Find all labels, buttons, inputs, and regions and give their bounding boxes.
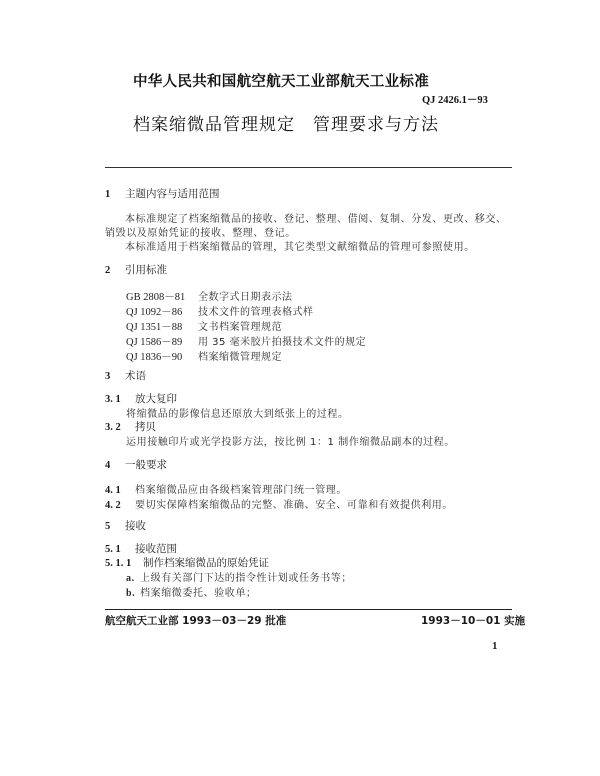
standard-code: QJ 2426.1－93	[422, 95, 488, 106]
section-number: 1	[105, 189, 111, 200]
subsection-number: 4. 1	[105, 485, 121, 496]
section-3-heading	[105, 368, 146, 383]
subsection-number: 3. 2	[105, 422, 121, 433]
list-item	[126, 584, 257, 599]
reference-code: GB 2808－81	[126, 292, 186, 303]
section-1-heading	[105, 186, 220, 201]
footer-divider	[105, 609, 512, 610]
section-2-heading	[105, 262, 167, 277]
page-number: 1	[492, 640, 498, 652]
section-title: 一般要求	[125, 459, 167, 471]
reference-item	[126, 345, 282, 364]
document-title	[133, 110, 439, 135]
section-title: 主题内容与适用范围	[125, 188, 220, 200]
reference-title: 全数字式日期表示法	[198, 292, 293, 303]
list-item	[126, 569, 352, 584]
subsection-5-1-heading	[105, 541, 177, 556]
section-5-heading	[105, 518, 146, 533]
subsection-number: 3. 1	[105, 394, 121, 405]
list-item-text: 上级有关部门下达的指令性计划或任务书等；	[140, 573, 352, 584]
reference-title: 档案缩微管理规定	[198, 352, 282, 363]
title-sub: 管理要求与方法	[313, 115, 439, 135]
section-title: 术语	[125, 370, 146, 382]
subsection-4-2	[105, 496, 453, 511]
section-number: 2	[105, 265, 111, 276]
implementation-date: 1993－10－01 实施	[421, 615, 526, 627]
subsection-text: 档案缩微品应由各级档案管理部门统一管理。	[135, 485, 347, 496]
subsection-3-1-text: 将缩微品的影像信息还原放大到纸张上的过程。	[126, 409, 349, 420]
reference-code: QJ 1836－90	[126, 352, 183, 363]
subsection-5-1-1-heading	[105, 555, 269, 570]
list-item-label: b.	[126, 588, 136, 599]
issuing-organization: 中华人民共和国航空航天工业部航天工业标准	[133, 74, 429, 90]
subsection-title: 放大复印	[135, 393, 177, 405]
subsection-number: 5. 1	[105, 544, 121, 555]
reference-title: 技术文件的管理表格式样	[198, 307, 314, 318]
reference-code: QJ 1092－86	[126, 307, 183, 318]
reference-code: QJ 1586－89	[126, 337, 183, 348]
subsection-number: 4. 2	[105, 500, 121, 511]
reference-code: QJ 1351－88	[126, 322, 183, 333]
section-number: 3	[105, 371, 111, 382]
section-number: 5	[105, 521, 111, 532]
reference-title: 文书档案管理规范	[198, 322, 282, 333]
subsection-title: 接收范围	[135, 543, 177, 555]
approval-date: 航空航天工业部 1993－03－29 批准	[105, 615, 287, 627]
reference-title: 用 35 毫米胶片拍摄技术文件的规定	[198, 337, 367, 348]
section-1-paragraph-1-line-2: 销毁以及原始凭证的接收、整理、登记。	[105, 228, 296, 239]
section-4-heading	[105, 457, 167, 472]
section-number: 4	[105, 460, 111, 471]
subsection-3-2-text: 运用接触印片或光学投影方法，按比例 1：1 制作缩微品副本的过程。	[126, 437, 455, 448]
subsection-title: 制作档案缩微品的原始凭证	[143, 557, 269, 569]
section-title: 引用标准	[125, 264, 167, 276]
subsection-4-1	[105, 481, 347, 496]
title-main: 档案缩微品管理规定	[133, 115, 295, 135]
subsection-title: 拷贝	[135, 421, 156, 433]
subsection-3-2-heading	[105, 419, 156, 434]
section-title: 接收	[125, 520, 146, 532]
subsection-number: 5. 1. 1	[105, 558, 132, 569]
section-1-paragraph-2: 本标准适用于档案缩微品的管理，其它类型文献缩微品的管理可参照使用。	[125, 242, 475, 253]
subsection-text: 要切实保障档案缩微品的完整、准确、安全、可靠和有效提供利用。	[135, 500, 453, 511]
section-1-paragraph-1-line-1: 本标准规定了档案缩微品的接收、登记、整理、借阅、复制、分发、更改、移交、	[125, 214, 507, 225]
subsection-3-1-heading	[105, 391, 177, 406]
list-item-text: 档案缩微委托、验收单；	[140, 588, 257, 599]
list-item-label: a.	[126, 573, 135, 584]
header-divider	[105, 167, 512, 168]
